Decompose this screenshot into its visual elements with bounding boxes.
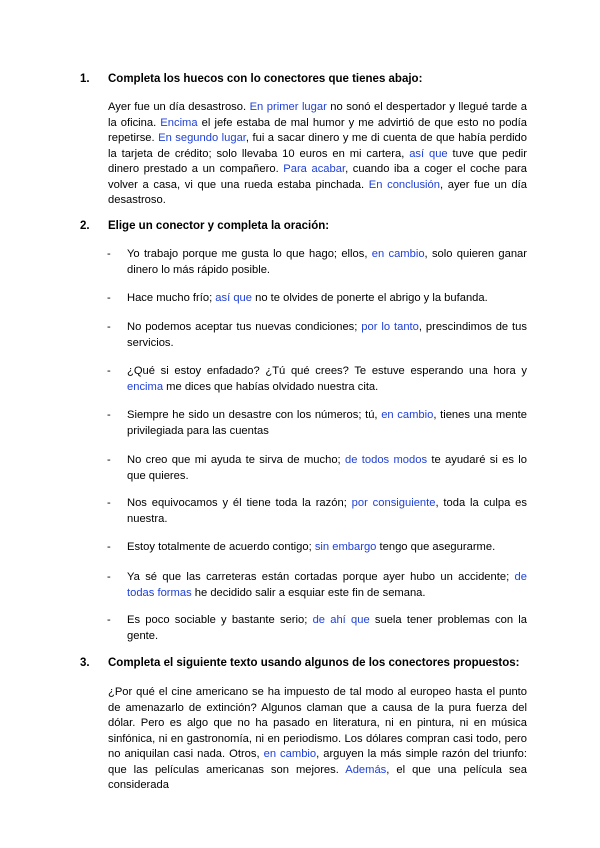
- text: , cuando iba a coger el coche para volver a casa, vi que una rueda estaba pinchada.: [108, 163, 527, 191]
- section-title: Elige un conector y completa la oración:: [108, 220, 330, 232]
- list-item: [107, 613, 527, 644]
- text: Yo trabajo porque me gusta lo que hago; ellos,: [127, 248, 372, 260]
- connector: así que: [409, 147, 448, 160]
- connector: por lo tanto: [361, 321, 419, 333]
- bullet-dash: -: [107, 497, 111, 509]
- text: el jefe estaba de mal humor y me advirtió de que esto no podía repetirse.: [108, 116, 527, 144]
- text: ¿Por qué el cine americano se ha impuesto de tal modo al europeo hasta el punto de amenazarlo de extinción? Algunos claman que a causa de la pura fuerza del dólar. Pero es algo que no ha pasado en literatura, ni en pintura, ni en música sinfónica, ni en gastronomía, ni en periodismo. Los dólares compran casi todo, pero no aniquilan casi nada. Otros,: [108, 686, 527, 760]
- bullet-dash: -: [107, 614, 111, 626]
- connector: sin embargo: [314, 541, 377, 553]
- text: me dices que habías olvidado nuestra cita.: [163, 380, 379, 393]
- text: suela tener problemas con la gente.: [127, 614, 527, 642]
- list-item: [107, 291, 527, 307]
- text: , arguyen la más simple razón del triunfo: que las películas americanas son mejores.: [108, 748, 527, 776]
- text: tengo que asegurarme.: [376, 541, 496, 553]
- connector: En conclusión: [368, 178, 440, 191]
- list-item: [107, 408, 527, 439]
- connector: de todas formas: [127, 571, 527, 599]
- list-item: [107, 496, 527, 527]
- text: ¿Qué si estoy enfadado? ¿Tú qué crees? Te estuve esperando una hora y: [127, 365, 527, 377]
- section-title: Completa los huecos con lo conectores que tienes abajo:: [108, 73, 423, 85]
- text: Es poco sociable y bastante serio;: [127, 614, 313, 626]
- text: Ayer fue un día desastroso.: [108, 101, 250, 113]
- connector: de todos modos: [345, 454, 428, 466]
- connector: Además: [345, 763, 387, 776]
- text: No creo que mi ayuda te sirva de mucho;: [127, 454, 345, 466]
- section-title: Completa el siguiente texto usando algunos de los conectores propuestos:: [108, 657, 520, 669]
- section-number: 2.: [80, 220, 90, 232]
- text: te ayudaré si es lo que quieres.: [127, 454, 528, 482]
- bullet-dash: -: [107, 248, 111, 260]
- connector: en cambio: [263, 748, 317, 760]
- text: Siempre he sido un desastre con los números; tú,: [127, 409, 382, 421]
- paragraph-1: [108, 100, 527, 209]
- text: he decidido salir a esquiar este fin de semana.: [191, 586, 426, 599]
- text: No podemos aceptar tus nuevas condiciones;: [127, 321, 362, 333]
- section-3-heading: [80, 657, 520, 669]
- connector: En segundo lugar: [158, 132, 246, 144]
- list-item: [107, 453, 528, 484]
- text: , prescindimos de tus servicios.: [127, 321, 527, 349]
- text: , solo quieren ganar dinero lo más rápido posible.: [127, 248, 527, 276]
- list-item: [107, 247, 527, 278]
- text: Ya sé que las carreteras están cortadas porque ayer hubo un accidente;: [127, 571, 515, 583]
- text: Nos equivocamos y él tiene toda la razón;: [127, 497, 352, 509]
- connector: Encima: [160, 116, 198, 129]
- bullet-dash: -: [107, 571, 111, 583]
- list-item: [107, 364, 527, 395]
- connector: así que: [215, 292, 252, 304]
- bullet-dash: -: [107, 292, 111, 304]
- list-item: [107, 320, 527, 351]
- text: , fui a sacar dinero y me di cuenta de que había perdido la tarjeta de crédito; solo llevaba 10 euros en mi cartera,: [108, 132, 527, 160]
- connector: por consiguiente: [351, 497, 436, 509]
- bullet-dash: -: [107, 321, 111, 333]
- text: no te olvides de ponerte el abrigo y la bufanda.: [252, 292, 488, 304]
- bullet-dash: -: [107, 454, 111, 466]
- section-number: 1.: [80, 73, 90, 85]
- list-item: [107, 570, 527, 601]
- text: , ayer fue un día desastroso.: [108, 178, 527, 206]
- paragraph-3: [108, 685, 527, 794]
- connector: En primer lugar: [249, 101, 327, 113]
- section-1-heading: [80, 73, 422, 85]
- text: , toda la culpa es nuestra.: [127, 497, 527, 525]
- section-2-heading: [80, 220, 329, 232]
- connector: en cambio: [381, 409, 434, 421]
- text: , el que una película sea considerada: [108, 763, 527, 791]
- text: tuve que pedir dinero prestado a un compañero.: [108, 147, 527, 175]
- bullet-dash: -: [107, 409, 111, 421]
- text: Hace mucho frío;: [127, 292, 216, 304]
- connector: encima: [127, 380, 164, 393]
- bullet-dash: -: [107, 365, 111, 377]
- text: no sonó el despertador y llegué tarde a la oficina.: [108, 101, 527, 129]
- text: , tienes una mente privilegiada para las cuentas: [127, 409, 527, 437]
- connector: en cambio: [371, 248, 425, 260]
- connector: de ahí que: [312, 614, 370, 626]
- section-number: 3.: [80, 657, 90, 669]
- connector: Para acabar: [283, 163, 346, 175]
- bullet-dash: -: [107, 541, 111, 553]
- list-item: [107, 540, 527, 556]
- text: Estoy totalmente de acuerdo contigo;: [127, 541, 315, 553]
